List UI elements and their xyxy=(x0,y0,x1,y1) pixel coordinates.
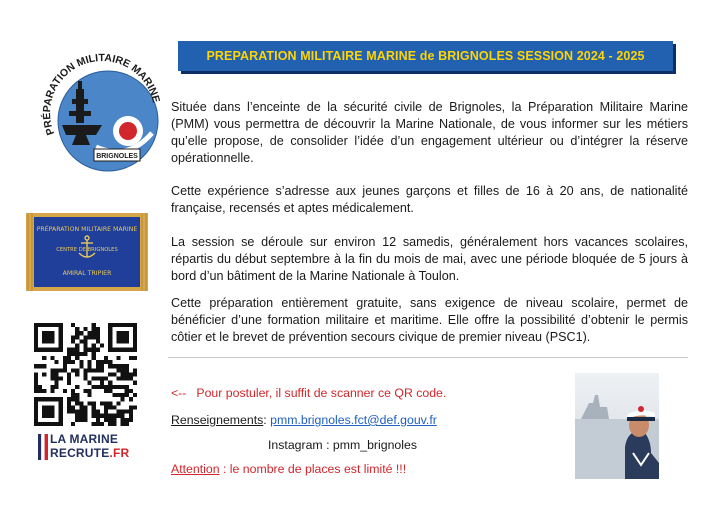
recrute-line-2: RECRUTE.FR xyxy=(50,446,130,460)
attention-text: : le nombre de places est limité !!! xyxy=(219,462,407,476)
instagram-handle: Instagram : pmm_brignoles xyxy=(268,438,417,452)
flag-line-3: AMIRAL TRIPIER xyxy=(62,270,112,277)
schedule-paragraph: La session se déroule sur environ 12 samedis, généralement hors vacances scolaires, répartis du début septembre à la fin du mois de mai, avec une période bloquée de 5 jours à bord d’un bâtiment de la Marine Nationale à Toulon. xyxy=(171,235,688,283)
attention-note xyxy=(171,462,406,476)
contact-label: Renseignements xyxy=(171,413,264,427)
logo-location: BRIGNOLES xyxy=(96,153,138,160)
flag-line-1: PRÉPARATION MILITAIRE MARINE xyxy=(36,226,138,233)
logo-arc-text: PRÉPARATION MILITAIRE MARINE xyxy=(41,51,163,137)
contact-separator: : xyxy=(263,413,267,427)
pmm-logo xyxy=(36,45,170,185)
flag-line-2: CENTRE DE BRIGNOLES xyxy=(56,247,118,253)
attention-word: Attention xyxy=(171,462,220,476)
sailor-photo xyxy=(575,373,659,479)
benefits-paragraph: Cette préparation entièrement gratuite, sans exigence de niveau scolaire, permet de bénéficier d’une formation militaire et maritime. Elle offre la possibilité d’obtenir le permis côtier et le brevet de prévention secours civique de premier niveau (PSC1). xyxy=(171,296,688,344)
divider xyxy=(168,357,688,358)
contact-line xyxy=(171,413,437,427)
title-banner xyxy=(178,41,673,71)
recrute-line-1: LA MARINE xyxy=(50,432,119,446)
left-arrow-icon: <-- xyxy=(171,386,187,400)
apply-text: Pour postuler, il suffit de scanner ce QR code. xyxy=(196,386,447,400)
unit-flag xyxy=(26,213,148,291)
intro-paragraph: Située dans l’enceinte de la sécurité civile de Brignoles, la Préparation Militaire Marine (PMM) vous permettra de découvrir la Marine Nationale, de vous informer sur les métiers qu’elle propose, de consolider l’idée d’un engagement ultérieur ou d’intégrer la réserve opérationnelle. xyxy=(171,100,688,165)
qr-code[interactable] xyxy=(34,323,137,426)
page-title: PREPARATION MILITAIRE MARINE de BRIGNOLES SESSION 2024 - 2025 xyxy=(206,49,645,63)
apply-instruction xyxy=(171,386,446,400)
audience-paragraph: Cette expérience s’adresse aux jeunes garçons et filles de 16 à 20 ans, de nationalité française, recensés et aptes médicalement. xyxy=(171,184,688,215)
marine-recrute-logo[interactable] xyxy=(38,432,148,464)
flag-icon xyxy=(38,434,48,460)
contact-email-link[interactable]: pmm.brignoles.fct@def.gouv.fr xyxy=(270,413,437,427)
